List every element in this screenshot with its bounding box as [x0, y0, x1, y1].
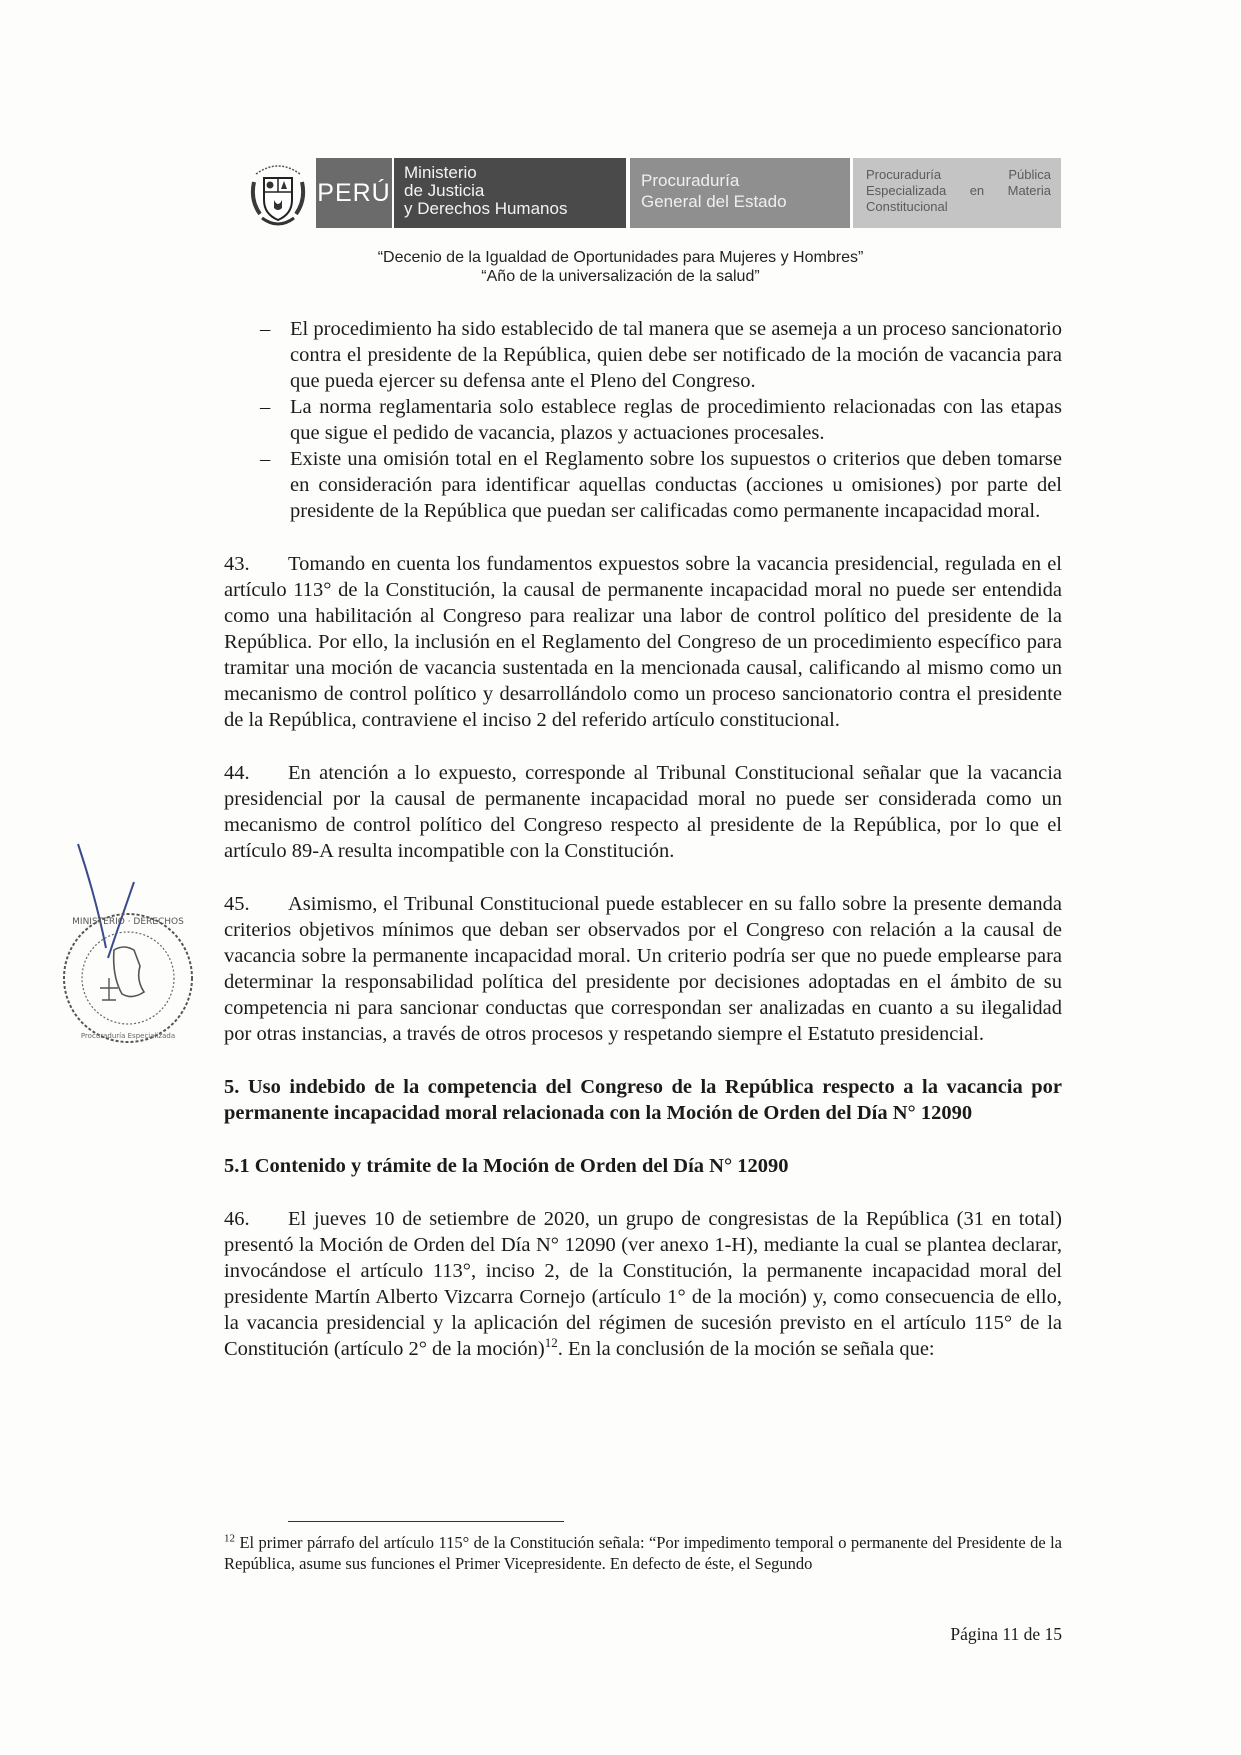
- paragraph-text-end: . En la conclusión de la moción se señala que:: [557, 1338, 935, 1360]
- svg-text:Procuraduría Especializada: Procuraduría Especializada: [80, 1032, 176, 1040]
- svg-text:MINISTERIO · DERECHOS: MINISTERIO · DERECHOS: [72, 917, 184, 927]
- section-heading-5: 5. Uso indebido de la competencia del Congreso de la República respecto a la vacancia por permanente incapacidad moral relacionada con la Moción de Orden del Día N° 12090: [224, 1076, 1062, 1124]
- especializada-word-5: Materia: [1007, 183, 1051, 198]
- peru-coat-of-arms-icon: [248, 156, 308, 232]
- official-seal-stamp-icon: [48, 838, 198, 1072]
- section-heading-5-1: 5.1 Contenido y trámite de la Moción de Orden del Día N° 12090: [224, 1155, 789, 1177]
- ministry-line-1: Ministerio: [404, 163, 477, 182]
- especializada-word-2: Pública: [1008, 167, 1051, 182]
- especializada-word-4: en: [969, 183, 985, 198]
- paragraph-45: [224, 891, 1062, 1047]
- especializada-word-3: Especializada: [866, 183, 947, 198]
- list-item: – La norma reglamentaria solo establece reglas de procedimiento relacionadas con las etapas que sigue el pedido de vacancia, plazos y actuaciones procesales.: [260, 396, 1062, 444]
- ministry-line-2: de Justicia: [404, 181, 485, 200]
- procuraduria-logo-block: [630, 158, 850, 228]
- footnote-text: El primer párrafo del artículo 115° de la Constitución señala: “Por impedimento temporal o permanente del Presidente de la República, asume sus funciones el Primer Vicepresidente. En defecto de éste, el Segundo: [224, 1533, 1062, 1573]
- footnote-ref[interactable]: 12: [544, 1335, 558, 1351]
- document-body: [224, 316, 1062, 1362]
- header-slogans: [0, 248, 1241, 286]
- list-item: – El procedimiento ha sido establecido de tal manera que se asemeja a un proceso sancionatorio contra el presidente de la República, quien debe ser notificado de la moción de vacancia para que pueda ejercer su defensa ante el Pleno del Congreso.: [260, 318, 1062, 392]
- bullet-text-3: Existe una omisión total en el Reglamento sobre los supuestos o criterios que deben tomarse en consideración para identificar aquellas conductas (acciones u omisiones) por parte del presidente de la República que puedan ser calificadas como permanente incapacidad moral.: [290, 448, 1062, 522]
- country-name: PERÚ: [317, 178, 391, 207]
- procuraduria-line-2: General del Estado: [641, 192, 787, 211]
- list-item: – Existe una omisión total en el Reglamento sobre los supuestos o criterios que deben tomarse en consideración para identificar aquellas conductas (acciones u omisiones) por parte del presidente de la República que puedan ser calificadas como permanente incapacidad moral.: [260, 448, 1062, 522]
- paragraph-number: 44.: [224, 762, 250, 784]
- paragraph-text: En atención a lo expuesto, corresponde al Tribunal Constitucional señalar que la vacancia presidencial por la causal de permanente incapacidad moral no puede ser considerada como un mecanismo de control político del Congreso respecto al presidente de la República, por lo que el artículo 89-A resulta incompatible con la Constitución.: [224, 762, 1062, 862]
- especializada-logo-block: [853, 158, 1061, 228]
- peru-logo-block: [316, 158, 392, 228]
- paragraph-text: Tomando en cuenta los fundamentos expuestos sobre la vacancia presidencial, regulada en el artículo 113° de la Constitución, la causal de permanente incapacidad moral no puede ser entendida como una habilitación al Congreso para realizar una labor de control político del presidente de la República. Por ello, la inclusión en el Reglamento del Congreso de un procedimiento específico para tramitar una moción de vacancia sustentada en la mencionada causal, calificando al mismo como un mecanismo de control político y desarrollándolo como un proceso sancionatorio contra el presidente de la República, contraviene el inciso 2 del referido artículo constitucional.: [224, 553, 1062, 731]
- footnote-divider: [288, 1521, 564, 1522]
- paragraph-text: El jueves 10 de setiembre de 2020, un grupo de congresistas de la República (31 en total) presentó la Moción de Orden del Día N° 12090 (ver anexo 1-H), mediante la cual se plantea declarar, invocándose el artículo 113°, inciso 2, de la Constitución, la permanente incapacidad moral del presidente Martín Alberto Vizcarra Cornejo (artículo 1° de la moción) y, como consecuencia de ello, la vacancia presidencial y la aplicación del régimen de sucesión previsto en el artículo 115° de la Constitución (artículo 2° de la moción): [224, 1208, 1062, 1360]
- paragraph-number: 45.: [224, 893, 250, 915]
- ministry-line-3: y Derechos Humanos: [404, 199, 568, 218]
- procuraduria-line-1: Procuraduría: [641, 171, 740, 190]
- paragraph-number: 43.: [224, 553, 250, 575]
- especializada-word-6: Constitucional: [866, 199, 948, 214]
- especializada-word-1: Procuraduría: [866, 167, 942, 182]
- footnote: [224, 1532, 1062, 1574]
- page-number: Página 11 de 15: [950, 1624, 1062, 1644]
- paragraph-text: Asimismo, el Tribunal Constitucional puede establecer en su fallo sobre la presente demanda criterios objetivos mínimos que deban ser observados por el Congreso con relación a la causal de vacancia sobre la permanente incapacidad moral. Un criterio podría ser que no puede emplearse para determinar la responsabilidad política del presidente por decisiones adoptadas en el ámbito de su competencia ni para sancionar conductas que correspondan ser analizadas en cuanto a su ilegalidad por otras instancias, a través de otros procesos y respetando siempre el Estatuto presidencial.: [224, 893, 1062, 1045]
- paragraph-number: 46.: [224, 1208, 250, 1230]
- slogan-1: “Decenio de la Igualdad de Oportunidades para Mujeres y Hombres”: [377, 249, 864, 266]
- ministry-logo-block: [394, 158, 626, 228]
- paragraph-44: [224, 760, 1062, 864]
- bullet-text-1: El procedimiento ha sido establecido de tal manera que se asemeja a un proceso sancionatorio contra el presidente de la República, quien debe ser notificado de la moción de vacancia para que pueda ejercer su defensa ante el Pleno del Congreso.: [290, 318, 1062, 392]
- slogan-2: “Año de la universalización de la salud”: [481, 268, 760, 285]
- bullet-text-2: La norma reglamentaria solo establece reglas de procedimiento relacionadas con las etapas que sigue el pedido de vacancia, plazos y actuaciones procesales.: [290, 396, 1062, 444]
- paragraph-46: [224, 1206, 1062, 1362]
- paragraph-43: [224, 551, 1062, 733]
- footnote-number: 12: [224, 1532, 235, 1545]
